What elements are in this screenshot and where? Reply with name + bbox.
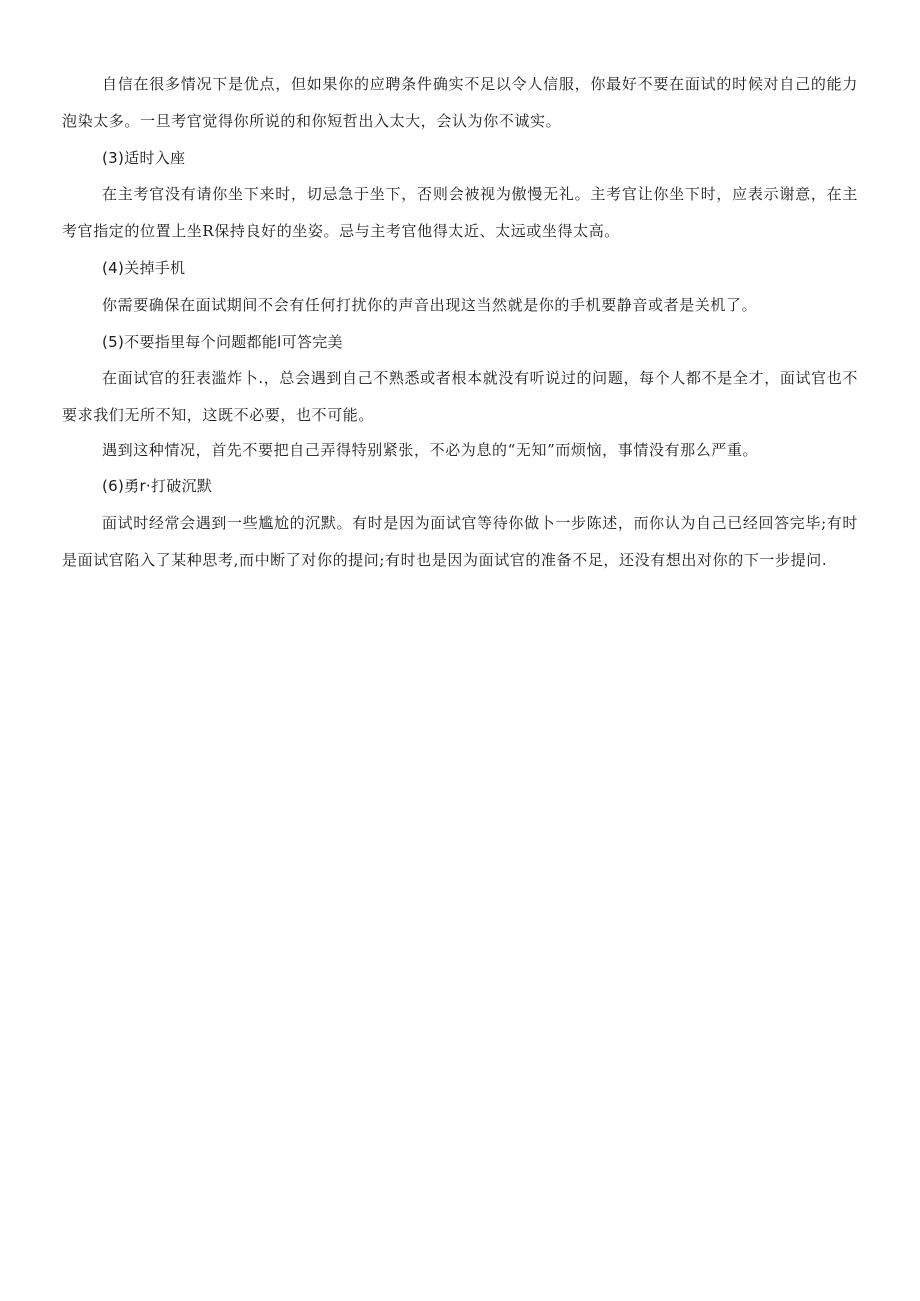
paragraph-stay-calm: 遇到这种情况，首先不要把自己弄得特别紧张，不必为息的“无知”而烦恼，事情没有那么严重。 (102, 441, 759, 459)
heading-turn-off-phone: (4)关掉手机 (102, 259, 186, 277)
heading-not-perfect: (5)不要指里每个问题都能l可答完美 (102, 333, 343, 351)
paragraph-unknown-questions: 在面试官的狂表滥炸卜.，总会遇到自己不熟悉或者根本就没有听说过的问题，每个人都不是全才，面试官也不要求我们无所不知，这既不必要，也不可能。 (62, 369, 858, 424)
heading-seat-timely: (3)适时入座 (102, 149, 186, 167)
paragraph-phone: 你需要确保在面试期间不会有任何打扰你的声音出现这当然就是你的手机要静音或者是关机了。 (102, 296, 758, 314)
paragraph-silence: 面试时经常会遇到一些尴尬的沉默。有时是因为面试官等待你做卜一步陈述，而你认为自己已经回答完毕;有时是面试官陷入了某种思考,而中断了对你的提问;有时也是因为面试官的准备不足，还没有想出对你的下一步提问. (62, 514, 858, 569)
paragraph-confidence: 自信在很多情况下是优点，但如果你的应聘条件确实不足以令人信服，你最好不要在面试的时候对自己的能力泡染太多。一旦考官觉得你所说的和你短哲出入太大，会认为你不诚实。 (62, 75, 858, 130)
paragraph-seating: 在主考官没有请你坐下来时，切忌急于坐下，否则会被视为傲慢无礼。主考官让你坐下时，应表示谢意，在主考官指定的位置上坐R保持良好的坐姿。忌与主考官他得太近、太远或坐得太高。 (62, 185, 858, 240)
heading-break-silence: (6)勇r·打破沉默 (102, 477, 213, 495)
